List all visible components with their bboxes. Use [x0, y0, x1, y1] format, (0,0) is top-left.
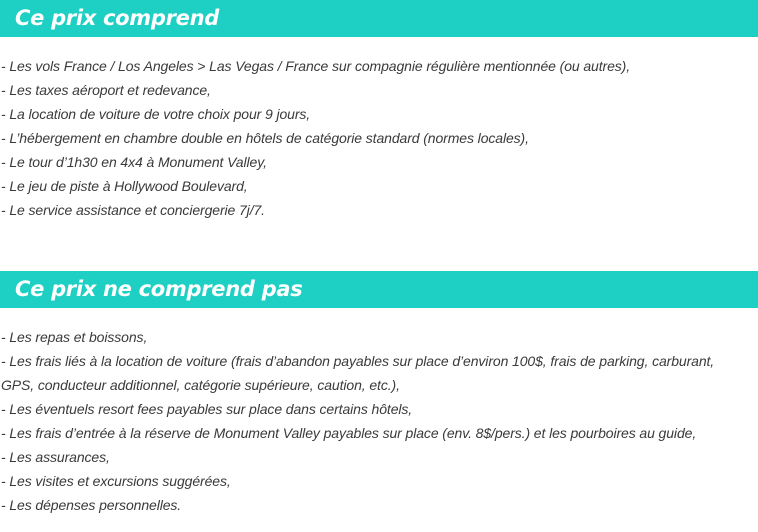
excluded-item-personal-expenses: - Les dépenses personnelles. [1, 497, 182, 513]
included-title: Ce prix comprend [15, 6, 219, 30]
excluded-item-entry-fees: - Les frais d’entrée à la réserve de Monument Valley payables sur place (env. 8$/pers.) et les pourboires au guide, [1, 425, 697, 441]
excluded-item-meals: - Les repas et boissons, [1, 329, 148, 345]
excluded-item-car-fees: - Les frais liés à la location de voiture (frais d’abandon payables sur place d’environ 100$, frais de parking, carburant, GPS, conducteur additionnel, catégorie supérieure, caution, etc.), [1, 353, 715, 393]
included-list [0, 54, 758, 222]
excluded-section [0, 271, 758, 517]
excluded-list [0, 325, 758, 517]
included-header-bar [0, 0, 758, 37]
excluded-title: Ce prix ne comprend pas [15, 277, 303, 301]
included-section [0, 0, 758, 222]
included-item-concierge: - Le service assistance et conciergerie 7j/7. [1, 202, 265, 218]
excluded-item-resort-fees: - Les éventuels resort fees payables sur place dans certains hôtels, [1, 401, 413, 417]
included-item-flights: - Les vols France / Los Angeles > Las Vegas / France sur compagnie régulière mentionnée (ou autres), [1, 58, 631, 74]
included-item-accommodation: - L’hébergement en chambre double en hôtels de catégorie standard (normes locales), [1, 130, 529, 146]
excluded-header-bar [0, 271, 758, 308]
included-item-monument-valley-tour: - Le tour d’1h30 en 4x4 à Monument Valley, [1, 154, 267, 170]
included-item-car-rental: - La location de voiture de votre choix pour 9 jours, [1, 106, 311, 122]
excluded-item-insurance: - Les assurances, [1, 449, 110, 465]
excluded-item-excursions: - Les visites et excursions suggérées, [1, 473, 231, 489]
included-item-treasure-hunt: - Le jeu de piste à Hollywood Boulevard, [1, 178, 248, 194]
included-item-taxes: - Les taxes aéroport et redevance, [1, 82, 211, 98]
